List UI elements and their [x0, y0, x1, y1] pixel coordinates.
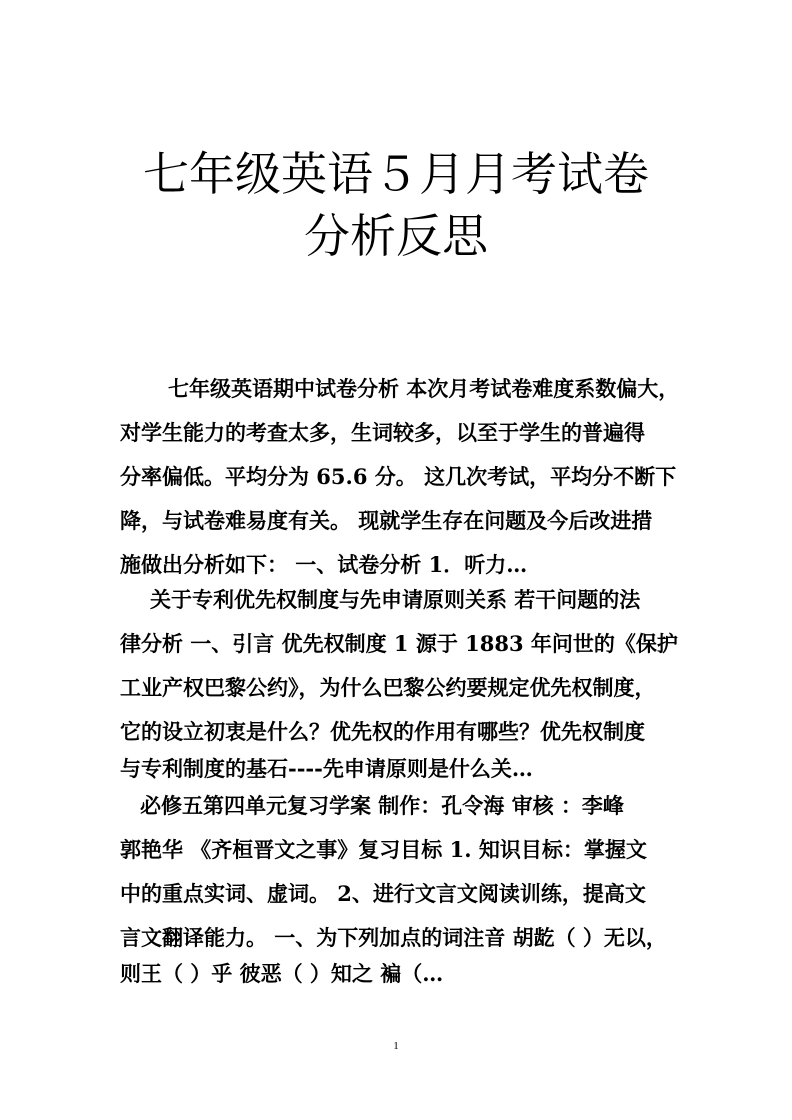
- text-line: 与专利制度的基石----先申请原则是什么关…: [120, 756, 533, 781]
- text-line: 七年级英语期中试卷分析 本次月考试卷难度系数偏大，: [168, 376, 680, 401]
- text-line: 施做出分析如下： 一、试卷分析 1．听力…: [120, 552, 528, 577]
- page-number: 1: [393, 1040, 399, 1052]
- text-line: 言文翻译能力。 一、为下列加点的词注音 胡龁（ ）无以，: [120, 925, 667, 950]
- text-line: 工业产权巴黎公约》，为什么巴黎公约要规定优先权制度，: [120, 675, 656, 700]
- text-line: 对学生能力的考查太多，生词较多，以至于学生的普遍得: [120, 420, 645, 445]
- text-line: 律分析 一、引言 优先权制度 1 源于 1883 年问世的《保护: [120, 631, 678, 656]
- text-line: 则王（ ）乎 彼恶（ ）知之 褊（…: [120, 961, 444, 986]
- text-line: 郭艳华 《齐桓晋文之事》复习目标 1. 知识目标：掌握文: [120, 837, 647, 862]
- text-line: 它的设立初衷是什么？优先权的作用有哪些？优先权制度: [120, 719, 645, 744]
- text-line: 分率偏低。平均分为 65.6 分。 这几次考试，平均分不断下: [120, 464, 677, 489]
- document-title-line-2: 分析反思: [304, 209, 488, 263]
- text-line: 中的重点实词、虚词。 2、进行文言文阅读训练，提高文: [120, 881, 646, 906]
- text-line: 关于专利优先权制度与先申请原则关系 若干问题的法: [150, 587, 641, 612]
- text-line: 必修五第四单元复习学案 制作：孔令海 审核 ：李峰: [140, 793, 624, 818]
- document-title-line-1: 七年级英语５月月考试卷: [143, 147, 649, 201]
- text-line: 降，与试卷难易度有关。 现就学生存在问题及今后改进措: [120, 508, 653, 533]
